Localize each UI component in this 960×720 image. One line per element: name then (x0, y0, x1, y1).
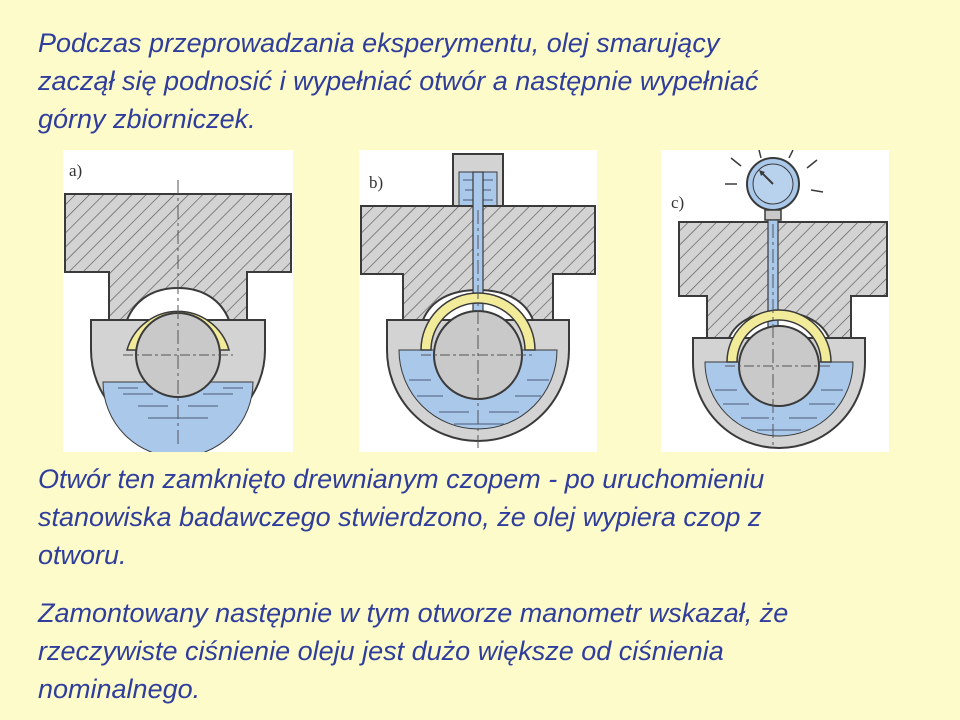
middle-text (38, 460, 928, 574)
intro-line-3: górny zbiorniczek. (38, 104, 256, 134)
bottom-line-2: rzeczywiste ciśnienie oleju jest dużo większe od ciśnienia (38, 636, 724, 666)
middle-line-2: stanowiska badawczego stwierdzono, że olej wypiera czop z (38, 502, 762, 532)
bottom-text (38, 594, 938, 708)
diagram-panel-b (359, 150, 597, 452)
diagram-panel-c (661, 150, 889, 452)
intro-line-1: Podczas przeprowadzania eksperymentu, olej smarujący (38, 28, 720, 58)
middle-line-1: Otwór ten zamknięto drewnianym czopem - po uruchomieniu (38, 464, 765, 494)
bearing-diagram-a (63, 150, 293, 452)
bottom-line-1: Zamontowany następnie w tym otworze manometr wskazał, że (38, 598, 789, 628)
bottom-line-3: nominalnego. (38, 674, 201, 704)
bearing-diagram-c (661, 150, 889, 452)
panel-label-c: c) (671, 193, 685, 212)
panel-label-a: a) (69, 161, 83, 180)
middle-line-3: otworu. (38, 540, 127, 570)
intro-line-2: zaczął się podnosić i wypełniać otwór a następnie wypełniać (38, 66, 759, 96)
bearing-diagram-b (359, 150, 597, 452)
panel-label-b: b) (369, 173, 384, 192)
pressure-gauge-icon (725, 150, 823, 220)
intro-text (38, 24, 898, 138)
diagram-panel-a (63, 150, 293, 452)
